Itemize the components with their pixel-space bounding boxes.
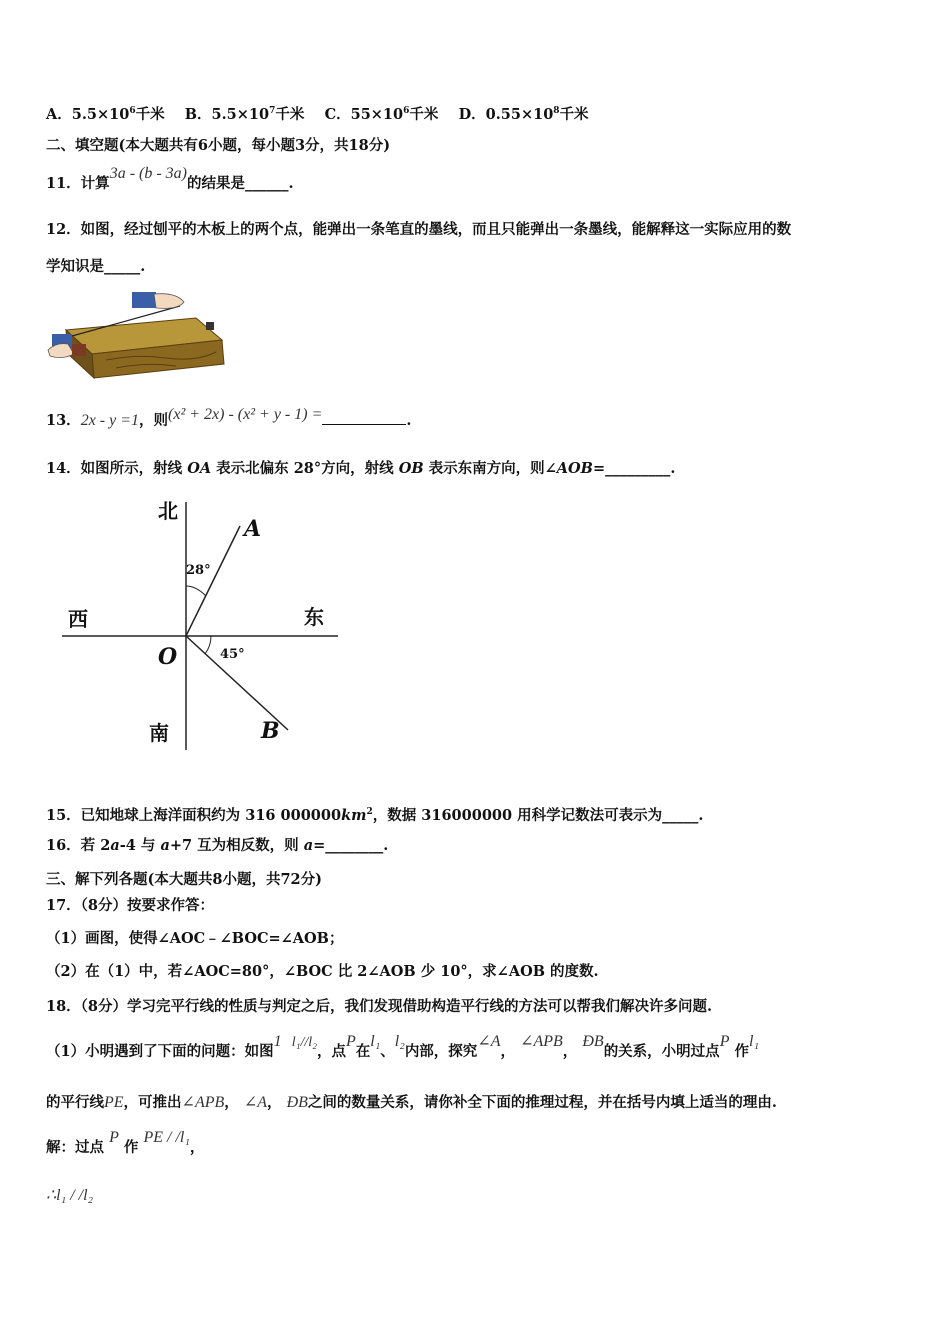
question-18-part1-cont: 的平行线PE，可推出∠APB， ∠A， ÐB之间的数量关系，请你补全下面的推理过程，并在括号内填上适当的理由. [46, 1094, 777, 1111]
arc-45 [205, 636, 211, 654]
question-18-title: 18．（8分）学习完平行线的性质与判定之后，我们发现借助构造平行线的方法可以帮我们解决许多问题. [46, 998, 713, 1015]
label-angle-28: 28° [186, 563, 211, 578]
question-16: 16．若 2a-4 与 a+7 互为相反数，则 a=________. [46, 837, 389, 854]
question-12-line1: 12．如图，经过刨平的木板上的两个点，能弹出一条笔直的墨线，而且只能弹出一条墨线，能解释这一实际应用的数 [46, 221, 792, 238]
label-south: 南 [149, 721, 169, 745]
q13-answer-blank [322, 410, 406, 425]
compass-diagram [56, 494, 356, 756]
ray-oa [186, 526, 240, 636]
question-14: 14．如图所示，射线 OA 表示北偏东 28°方向，射线 OB 表示东南方向，则∠AOB=_________. [46, 460, 676, 477]
section3-header: 三、解下列各题(本大题共8小题，共72分) [46, 871, 322, 888]
question-17-title: 17．（8分）按要求作答： [46, 897, 215, 914]
q13-expression: (x² + 2x) - (x² + y - 1) = [168, 406, 323, 423]
question-12-line2: 学知识是_____. [46, 258, 146, 275]
option-b: B．$5.5\times 10^7$千米 [184, 105, 305, 123]
question-17-part1: （1）画图，使得∠AOC﹣∠BOC=∠AOB； [46, 930, 344, 947]
option-c: C．$55\times 10^6$千米 [324, 105, 439, 123]
question-15: 15．已知地球上海洋面积约为 316 $000000km^2$，数据 316000000 用科学记数法可表示为_____. [46, 806, 704, 824]
q10-options [46, 101, 589, 125]
question-11: 11．计算3a - (b - 3a)的结果是______. [46, 165, 294, 192]
question-13: 13．2x - y =1，则(x² + 2x) - (x² + y - 1) = . [46, 406, 412, 429]
question-17-part2: （2）在（1）中，若∠AOC=80°，∠BOC 比 2∠AOB 少 10°，求∠AOB 的度数. [46, 963, 599, 980]
q13-condition: 2x - y =1 [80, 412, 140, 429]
label-north: 北 [158, 499, 178, 523]
section2-header: 二、填空题(本大题共有6小题，每小题3分，共18分) [46, 137, 391, 154]
label-angle-45: 45° [220, 647, 245, 662]
option-d: D．$0.55\times 10^8$千米 [458, 105, 589, 123]
label-a: A [244, 516, 262, 542]
label-east: 东 [304, 605, 324, 629]
arc-28 [186, 586, 206, 596]
option-a: A．$5.5\times 10^6$千米 [46, 105, 165, 123]
label-west: 西 [68, 607, 88, 631]
woodboard-illustration [46, 288, 231, 380]
q11-expression: 3a - (b - 3a) [109, 165, 187, 182]
question-18-therefore: ∴l₁ / /l₂ [46, 1187, 94, 1204]
question-18-solution: 解：过点 P 作 PE / /l₁， [46, 1129, 205, 1156]
label-b: B [261, 718, 280, 744]
label-origin: O [158, 644, 178, 670]
question-18-part1: （1）小明遇到了下面的问题：如图1 l₁//l₂，点P在l₁、l₂内部，探究∠A， ∠APB， ÐB的关系，小明过点P 作l₁ [46, 1033, 760, 1060]
